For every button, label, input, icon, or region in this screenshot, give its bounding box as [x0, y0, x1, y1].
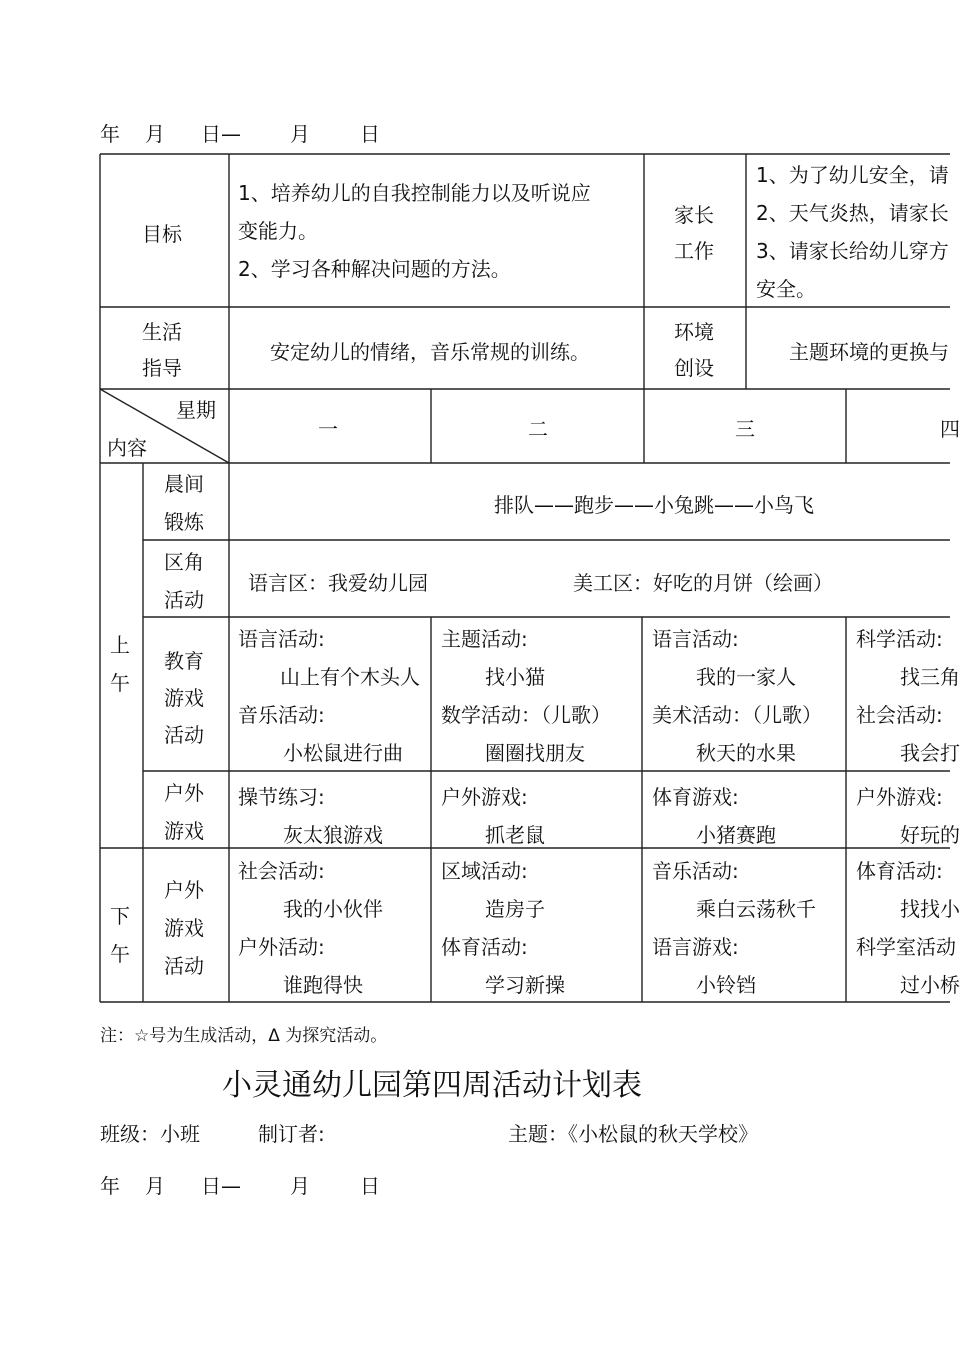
- parent-work-line-4: 安全。: [756, 277, 816, 301]
- education-day-4-heading-2: 社会活动:: [856, 703, 943, 727]
- date-month-label: 月: [145, 122, 165, 146]
- outdoor-day-3-heading: 体育游戏:: [652, 785, 739, 809]
- outdoor-day-1: [238, 778, 383, 854]
- outdoor-day-4: [856, 778, 960, 854]
- life-guidance-text: 安定幼儿的情绪，音乐常规的训练。: [270, 340, 590, 364]
- morning-period-label: [110, 626, 130, 702]
- education-day-3-item-1: 我的一家人: [696, 665, 796, 689]
- outdoor-day-2: [441, 778, 545, 854]
- morning-exercise-label-line-1: 晨间: [164, 472, 204, 496]
- header-content: 内容: [107, 436, 147, 460]
- date-year-label-bottom: 年: [100, 1174, 120, 1198]
- outdoor-game-label-line-2: 游戏: [164, 819, 204, 843]
- education-day-4-heading-1: 科学活动:: [856, 627, 943, 651]
- date-line-top: [0, 118, 950, 146]
- life-guidance-label-line-2: 指导: [142, 356, 182, 380]
- outdoor-game-label: [164, 774, 204, 850]
- corner-activity-label-line-1: 区角: [164, 550, 204, 574]
- environment-label-line-1: 环境: [674, 320, 714, 344]
- corner-language: 语言区：我爱幼儿园: [248, 571, 428, 595]
- environment-label: [674, 314, 714, 386]
- corner-activity-label-line-2: 活动: [164, 588, 204, 612]
- outdoor-day-2-item: 抓老鼠: [485, 823, 545, 847]
- header-day-3: 三: [735, 417, 755, 441]
- afternoon-day-4-item-1: 找找小: [900, 897, 960, 921]
- afternoon-day-4-heading-1: 体育活动:: [856, 859, 943, 883]
- outdoor-game-label-line-1: 户外: [164, 781, 204, 805]
- parent-work-label-line-2: 工作: [674, 239, 714, 263]
- afternoon-period-label: [110, 897, 130, 973]
- date-day-dash-label: 日—: [201, 122, 241, 146]
- outdoor-day-3: [652, 778, 776, 854]
- environment-label-line-2: 创设: [674, 356, 714, 380]
- parent-work-content: [756, 156, 950, 308]
- education-day-1-item-2: 小松鼠进行曲: [283, 741, 403, 765]
- education-day-3: [652, 620, 822, 772]
- afternoon-day-2-heading-2: 体育活动:: [441, 935, 528, 959]
- corner-art: 美工区：好吃的月饼（绘画）: [573, 571, 833, 595]
- footnote: 注：☆号为生成活动，Δ 为探究活动。: [100, 1026, 388, 1046]
- education-day-1: [238, 620, 420, 772]
- education-label-line-3: 活动: [164, 723, 204, 747]
- environment-text: 主题环境的更换与: [789, 340, 949, 364]
- morning-exercise-label-line-2: 锻炼: [164, 510, 204, 534]
- goals-line-2: 变能力。: [238, 219, 318, 243]
- date-year-label: 年: [100, 122, 120, 146]
- afternoon-label-line-2: 游戏: [164, 916, 204, 940]
- afternoon-activity-label: [164, 871, 204, 985]
- afternoon-day-3: [652, 852, 816, 1004]
- morning-exercise-label: [164, 465, 204, 541]
- education-day-4-item-2: 我会打: [900, 741, 960, 765]
- afternoon-day-4: [856, 852, 960, 1004]
- education-day-3-heading-1: 语言活动:: [652, 627, 739, 651]
- outdoor-day-4-heading: 户外游戏:: [856, 785, 943, 809]
- parent-work-label-line-1: 家长: [674, 203, 714, 227]
- afternoon-day-4-item-2: 过小桥: [900, 973, 960, 997]
- life-guidance-label-line-1: 生活: [142, 320, 182, 344]
- life-guidance-label: [142, 314, 182, 386]
- header-day-4: 四: [940, 417, 960, 441]
- date-month2-label-bottom: 月: [290, 1174, 310, 1198]
- afternoon-day-2-heading-1: 区域活动:: [441, 859, 528, 883]
- education-day-4: [856, 620, 960, 772]
- education-day-1-heading-1: 语言活动:: [238, 627, 325, 651]
- theme-info: 主题：《小松鼠的秋天学校》: [508, 1122, 758, 1146]
- education-label-line-1: 教育: [164, 649, 204, 673]
- education-day-2: [441, 620, 611, 772]
- afternoon-day-1: [238, 852, 383, 1004]
- morning-exercise-text: 排队——跑步——小兔跳——小鸟飞: [494, 493, 814, 517]
- afternoon-day-3-heading-1: 音乐活动:: [652, 859, 739, 883]
- afternoon-day-1-item-1: 我的小伙伴: [283, 897, 383, 921]
- header-day-1: 一: [318, 417, 338, 441]
- parent-work-line-3: 3、请家长给幼儿穿方: [756, 239, 949, 263]
- class-info: 班级：小班: [100, 1122, 200, 1146]
- morning-period-line-2: 午: [110, 671, 130, 695]
- outdoor-day-1-heading: 操节练习:: [238, 785, 325, 809]
- education-day-1-item-1: 山上有个木头人: [280, 665, 420, 689]
- education-day-2-item-2: 圈圈找朋友: [485, 741, 585, 765]
- outdoor-day-4-item: 好玩的: [900, 823, 960, 847]
- header-day-2: 二: [528, 417, 548, 441]
- date-day2-label-bottom: 日: [360, 1174, 380, 1198]
- education-day-2-heading-2: 数学活动：（儿歌）: [441, 703, 611, 727]
- goals-label: 目标: [142, 222, 182, 246]
- afternoon-day-1-heading-2: 户外活动:: [238, 935, 325, 959]
- author-info: 制订者:: [258, 1122, 325, 1146]
- date-line-bottom: [0, 1170, 950, 1198]
- education-day-3-heading-2: 美术活动：（儿歌）: [652, 703, 822, 727]
- education-day-1-heading-2: 音乐活动:: [238, 703, 325, 727]
- parent-work-line-2: 2、天气炎热，请家长: [756, 201, 949, 225]
- education-day-3-item-2: 秋天的水果: [696, 741, 796, 765]
- education-day-4-item-1: 找三角: [900, 665, 960, 689]
- date-day-dash-label-bottom: 日—: [201, 1174, 241, 1198]
- outdoor-day-2-heading: 户外游戏:: [441, 785, 528, 809]
- corner-activity-label: [164, 543, 204, 619]
- parent-work-label: [674, 197, 714, 269]
- afternoon-day-3-item-2: 小铃铛: [696, 973, 756, 997]
- outdoor-day-1-item: 灰太狼游戏: [283, 823, 383, 847]
- afternoon-day-1-heading-1: 社会活动:: [238, 859, 325, 883]
- goals-content: [238, 174, 591, 288]
- afternoon-day-3-heading-2: 语言游戏:: [652, 935, 739, 959]
- afternoon-day-4-heading-2: 科学室活动: [856, 935, 956, 959]
- education-day-2-item-1: 找小猫: [485, 665, 545, 689]
- date-month2-label: 月: [290, 122, 310, 146]
- afternoon-day-2-item-2: 学习新操: [485, 973, 565, 997]
- afternoon-label-line-3: 活动: [164, 954, 204, 978]
- header-weekday: 星期: [176, 398, 216, 422]
- afternoon-period-line-1: 下: [110, 904, 130, 928]
- afternoon-day-3-item-1: 乘白云荡秋千: [696, 897, 816, 921]
- education-day-2-heading-1: 主题活动:: [441, 627, 528, 651]
- goals-line-1: 1、培养幼儿的自我控制能力以及听说应: [238, 181, 591, 205]
- education-activity-label: [164, 643, 204, 754]
- afternoon-day-1-item-2: 谁跑得快: [283, 973, 363, 997]
- education-label-line-2: 游戏: [164, 686, 204, 710]
- page-title: 小灵通幼儿园第四周活动计划表: [222, 1068, 642, 1103]
- date-day2-label: 日: [360, 122, 380, 146]
- afternoon-label-line-1: 户外: [164, 878, 204, 902]
- date-month-label-bottom: 月: [145, 1174, 165, 1198]
- outdoor-day-3-item: 小猪赛跑: [696, 823, 776, 847]
- parent-work-line-1: 1、为了幼儿安全，请: [756, 163, 949, 187]
- afternoon-period-line-2: 午: [110, 942, 130, 966]
- afternoon-day-2-item-1: 造房子: [485, 897, 545, 921]
- goals-line-3: 2、学习各种解决问题的方法。: [238, 257, 511, 281]
- afternoon-day-2: [441, 852, 565, 1004]
- morning-period-line-1: 上: [110, 633, 130, 657]
